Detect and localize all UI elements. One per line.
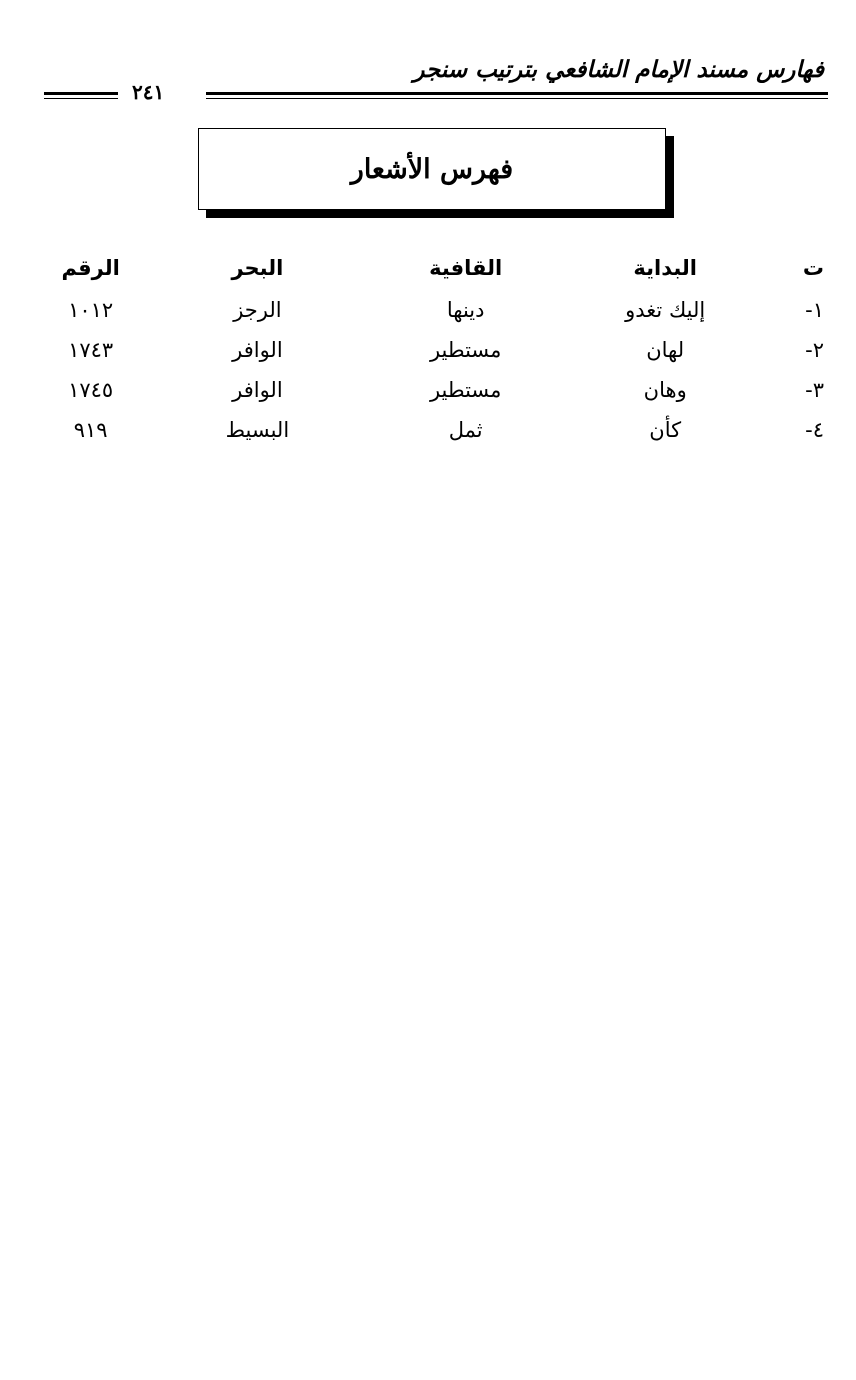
page-header	[44, 52, 828, 104]
column-header-num: ت	[802, 256, 824, 280]
poetry-index-table	[30, 246, 830, 450]
row-start: إليك تغدو	[625, 298, 706, 322]
table-row	[30, 410, 830, 450]
table-row	[30, 290, 830, 330]
column-header-ref: الرقم	[61, 256, 120, 280]
row-start: وهان	[643, 378, 687, 402]
table-row	[30, 330, 830, 370]
section-title-box	[198, 128, 666, 210]
row-num: ٣-	[805, 378, 824, 402]
section-title: فهرس الأشعار	[350, 153, 514, 185]
row-meter: الوافر	[232, 338, 283, 362]
table-row	[30, 370, 830, 410]
table-header-row	[30, 246, 830, 290]
row-meter: الوافر	[232, 378, 283, 402]
row-num: ١-	[805, 298, 824, 322]
row-rhyme: مستطير	[429, 338, 502, 362]
row-ref: ١٠١٢	[68, 298, 114, 322]
column-header-rhyme: القافية	[429, 256, 503, 280]
row-rhyme: مستطير	[429, 378, 502, 402]
row-ref: ١٧٤٥	[68, 378, 114, 402]
row-start: لهان	[646, 338, 685, 362]
column-header-start: البداية	[633, 256, 697, 280]
row-ref: ٩١٩	[73, 418, 108, 442]
row-num: ٤-	[805, 418, 824, 442]
header-rule-right	[206, 92, 828, 99]
row-num: ٢-	[805, 338, 824, 362]
row-rhyme: ثمل	[448, 418, 483, 442]
column-header-meter: البحر	[231, 256, 284, 280]
row-meter: البسيط	[225, 418, 290, 442]
row-start: كأن	[649, 418, 682, 442]
running-title: فهارس مسند الإمام الشافعي بترتيب سنجر	[413, 56, 824, 83]
header-rule-left	[44, 92, 118, 99]
page-number: ٢٤١	[132, 80, 165, 104]
row-ref: ١٧٤٣	[68, 338, 114, 362]
row-meter: الرجز	[233, 298, 282, 322]
row-rhyme: دينها	[446, 298, 485, 322]
